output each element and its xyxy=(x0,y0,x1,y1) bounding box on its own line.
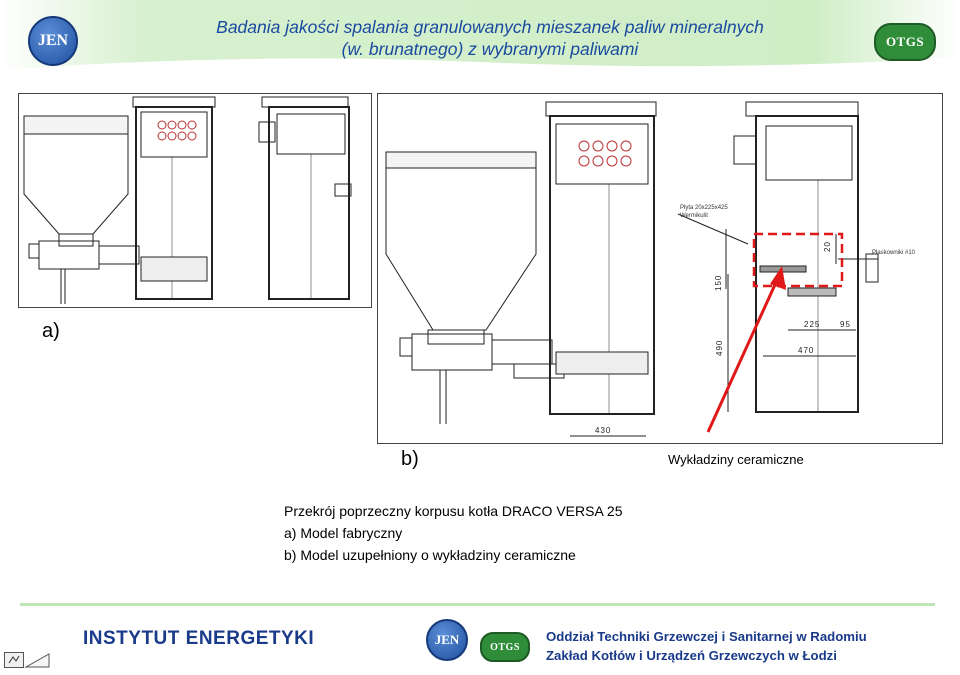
department-line-1: Oddział Techniki Grzewczej i Sanitarnej w Radomiu xyxy=(546,629,867,644)
menu-icon[interactable] xyxy=(5,653,24,668)
drawing-a-frame xyxy=(18,93,372,308)
footer-divider xyxy=(20,603,935,606)
description-line-3: b) Model uzupełniony o wykładziny ceramiczne xyxy=(284,547,576,563)
institute-name: INSTYTUT ENERGETYKI xyxy=(83,628,315,649)
description-line-2: a) Model fabryczny xyxy=(284,525,403,541)
dim-20: 20 xyxy=(823,241,832,252)
department-text xyxy=(546,627,867,665)
next-slide-icon[interactable] xyxy=(26,654,49,667)
ceramic-arrow xyxy=(690,260,800,440)
label-b: b) xyxy=(401,448,419,470)
title-line-2: (w. brunatnego) z wybranymi paliwami xyxy=(341,39,639,59)
dim-430: 430 xyxy=(595,426,612,435)
drawing-a xyxy=(19,94,371,307)
department-line-2: Zakład Kotłów i Urządzeń Grzewczych w Łodzi xyxy=(546,648,837,663)
note-plate-material: Wermikulit xyxy=(680,213,708,219)
footer-otgs-logo xyxy=(480,632,526,658)
slide-navigation[interactable] xyxy=(4,652,50,668)
dim-490: 490 xyxy=(715,339,724,356)
footer-otgs-text: OTGS xyxy=(480,632,530,662)
dim-95: 95 xyxy=(840,320,851,329)
note-plate: Płyta 20x225x425 xyxy=(680,205,728,211)
label-a: a) xyxy=(42,320,60,342)
otgs-logo xyxy=(874,23,932,57)
page-title xyxy=(180,16,800,60)
title-line-1: Badania jakości spalania granulowanych mieszanek paliw mineralnych xyxy=(216,17,764,37)
dim-150: 150 xyxy=(714,274,723,291)
jen-logo: JEN xyxy=(28,16,78,66)
drawing-b xyxy=(378,94,942,443)
otgs-logo-text: OTGS xyxy=(874,23,936,61)
dim-225: 225 xyxy=(804,320,821,329)
dim-470: 470 xyxy=(798,346,815,355)
ceramic-caption: Wykładziny ceramiczne xyxy=(668,452,804,467)
description-line-1: Przekrój poprzeczny korpusu kotła DRACO VERSA 25 xyxy=(284,503,623,519)
footer-jen-logo: JEN xyxy=(426,619,468,661)
note-flat-bar: Płaskowniki #10 xyxy=(872,250,916,256)
figure-description xyxy=(284,500,622,566)
drawing-b-frame xyxy=(377,93,943,444)
